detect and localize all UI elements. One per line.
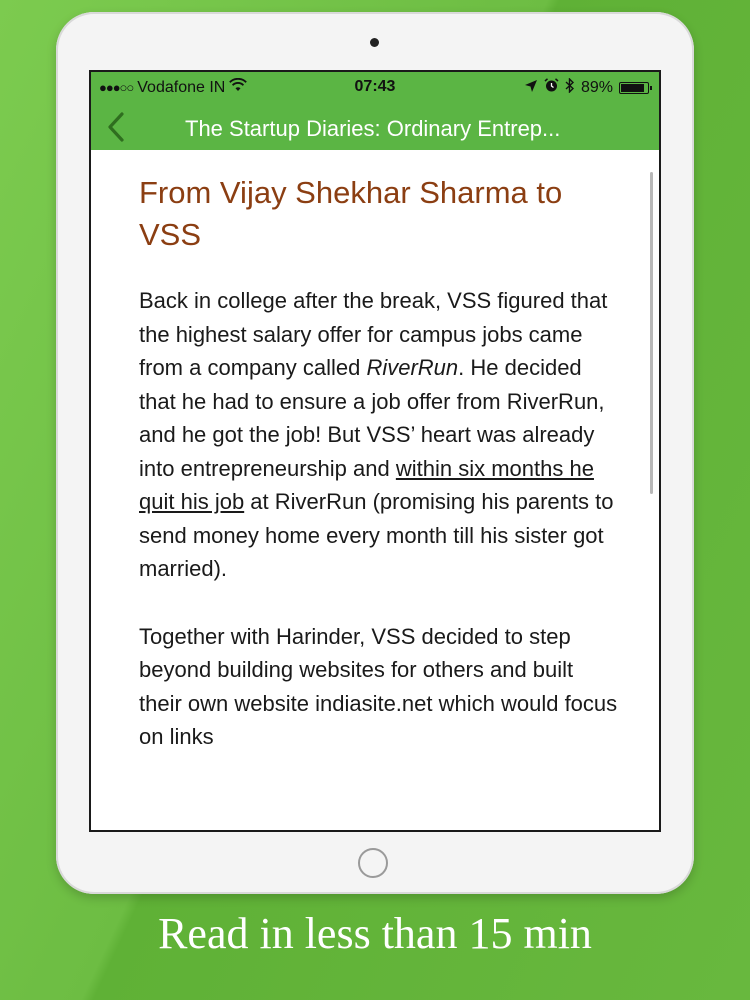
tablet-frame [56,12,694,894]
chapter-title: From Vijay Shekhar Sharma to VSS [139,175,563,252]
scrollbar[interactable] [650,172,653,494]
home-button[interactable] [358,848,388,878]
carrier-label: Vodafone IN [137,78,226,96]
battery-fill [621,84,644,92]
paragraph-1-part-3: at RiverRun (promising his parents to send money home every month till his sister got married). [139,489,614,581]
back-button[interactable] [101,108,131,146]
paragraph-2: Together with Harinder, VSS decided to step beyond building websites for others and built their own website indiasite.net which would focus on links [139,623,618,749]
status-bar [91,72,659,104]
camera-dot [370,38,379,47]
paragraph-1-part-1: Back in college after the break, VSS figured that the highest salary offer for campus jobs came from a company called [139,288,608,380]
status-right [524,78,649,98]
status-time: 07:43 [354,78,396,95]
app-screen [89,70,661,832]
chevron-left-icon [106,111,126,143]
paragraph-1-part-2: . He decided that he had to ensure a job offer from RiverRun, and he got the job! But VSS’ heart was already into entrepreneurship and [139,355,605,481]
underlined-highlight[interactable]: within six months he quit his job [139,455,594,514]
paragraph-1 [139,284,619,586]
company-name-emphasis: RiverRun [366,355,459,380]
promo-caption: Read in less than 15 min [158,909,592,958]
nav-bar [91,104,659,150]
alarm-icon [544,78,559,98]
article-content[interactable] [139,172,619,832]
nav-title: The Startup Diaries: Ordinary Entrep... [185,116,561,141]
battery-percent: 89% [580,79,613,96]
bluetooth-icon [565,78,575,98]
signal-dots-icon: ●●●○○ [99,80,134,95]
battery-icon [619,82,649,94]
location-arrow-icon [524,79,538,98]
